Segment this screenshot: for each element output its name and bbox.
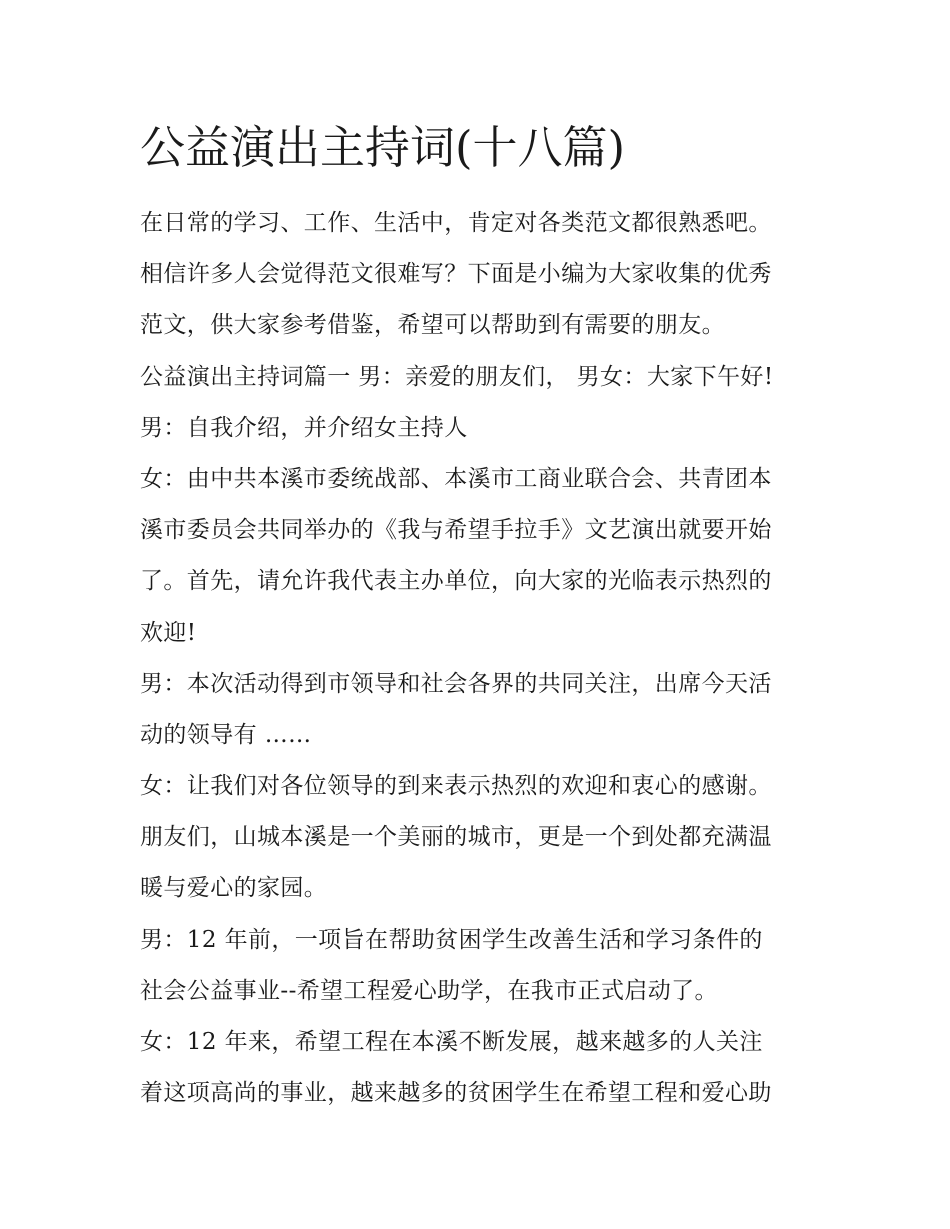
text-line: 男：自我介绍，并介绍女主持人	[140, 414, 468, 441]
text-line: 女：由中共本溪市委统战部、本溪市工商业联合会、共青团本	[140, 465, 772, 492]
text-line: 动的领导有 ……	[140, 721, 312, 748]
text-line: 女：12 年来，希望工程在本溪不断发展，越来越多的人关注	[140, 1029, 763, 1055]
document-title: 公益演出主持词(十八篇)	[140, 121, 626, 174]
text-line: 公益演出主持词篇一 男：亲爱的朋友们， 男女：大家下午好!	[140, 363, 774, 390]
text-line: 溪市委员会共同举办的《我与希望手拉手》文艺演出就要开始	[140, 517, 772, 544]
text-line: 欢迎!	[140, 619, 197, 646]
text-line: 范文，供大家参考借鉴，希望可以帮助到有需要的朋友。	[140, 312, 725, 339]
document-body	[140, 198, 860, 1119]
text-line: 朋友们，山城本溪是一个美丽的城市，更是一个到处都充满温	[140, 824, 772, 851]
text-line: 了。首先，请允许我代表主办单位，向大家的光临表示热烈的	[140, 568, 772, 595]
text-line: 相信许多人会觉得范文很难写？下面是小编为大家收集的优秀	[140, 261, 772, 288]
text-line: 男：12 年前，一项旨在帮助贫困学生改善生活和学习条件的	[140, 926, 763, 953]
text-line: 社会公益事业--希望工程爱心助学，在我市正式启动了。	[140, 977, 718, 1004]
text-line: 在日常的学习、工作、生活中，肯定对各类范文都很熟悉吧。	[140, 210, 772, 236]
text-line: 着这项高尚的事业，越来越多的贫困学生在希望工程和爱心助	[140, 1080, 772, 1107]
text-line: 女：让我们对各位领导的到来表示热烈的欢迎和衷心的感谢。	[140, 773, 772, 800]
text-line: 男：本次活动得到市领导和社会各界的共同关注，出席今天活	[140, 670, 772, 697]
text-line: 暖与爱心的家园。	[140, 875, 328, 902]
